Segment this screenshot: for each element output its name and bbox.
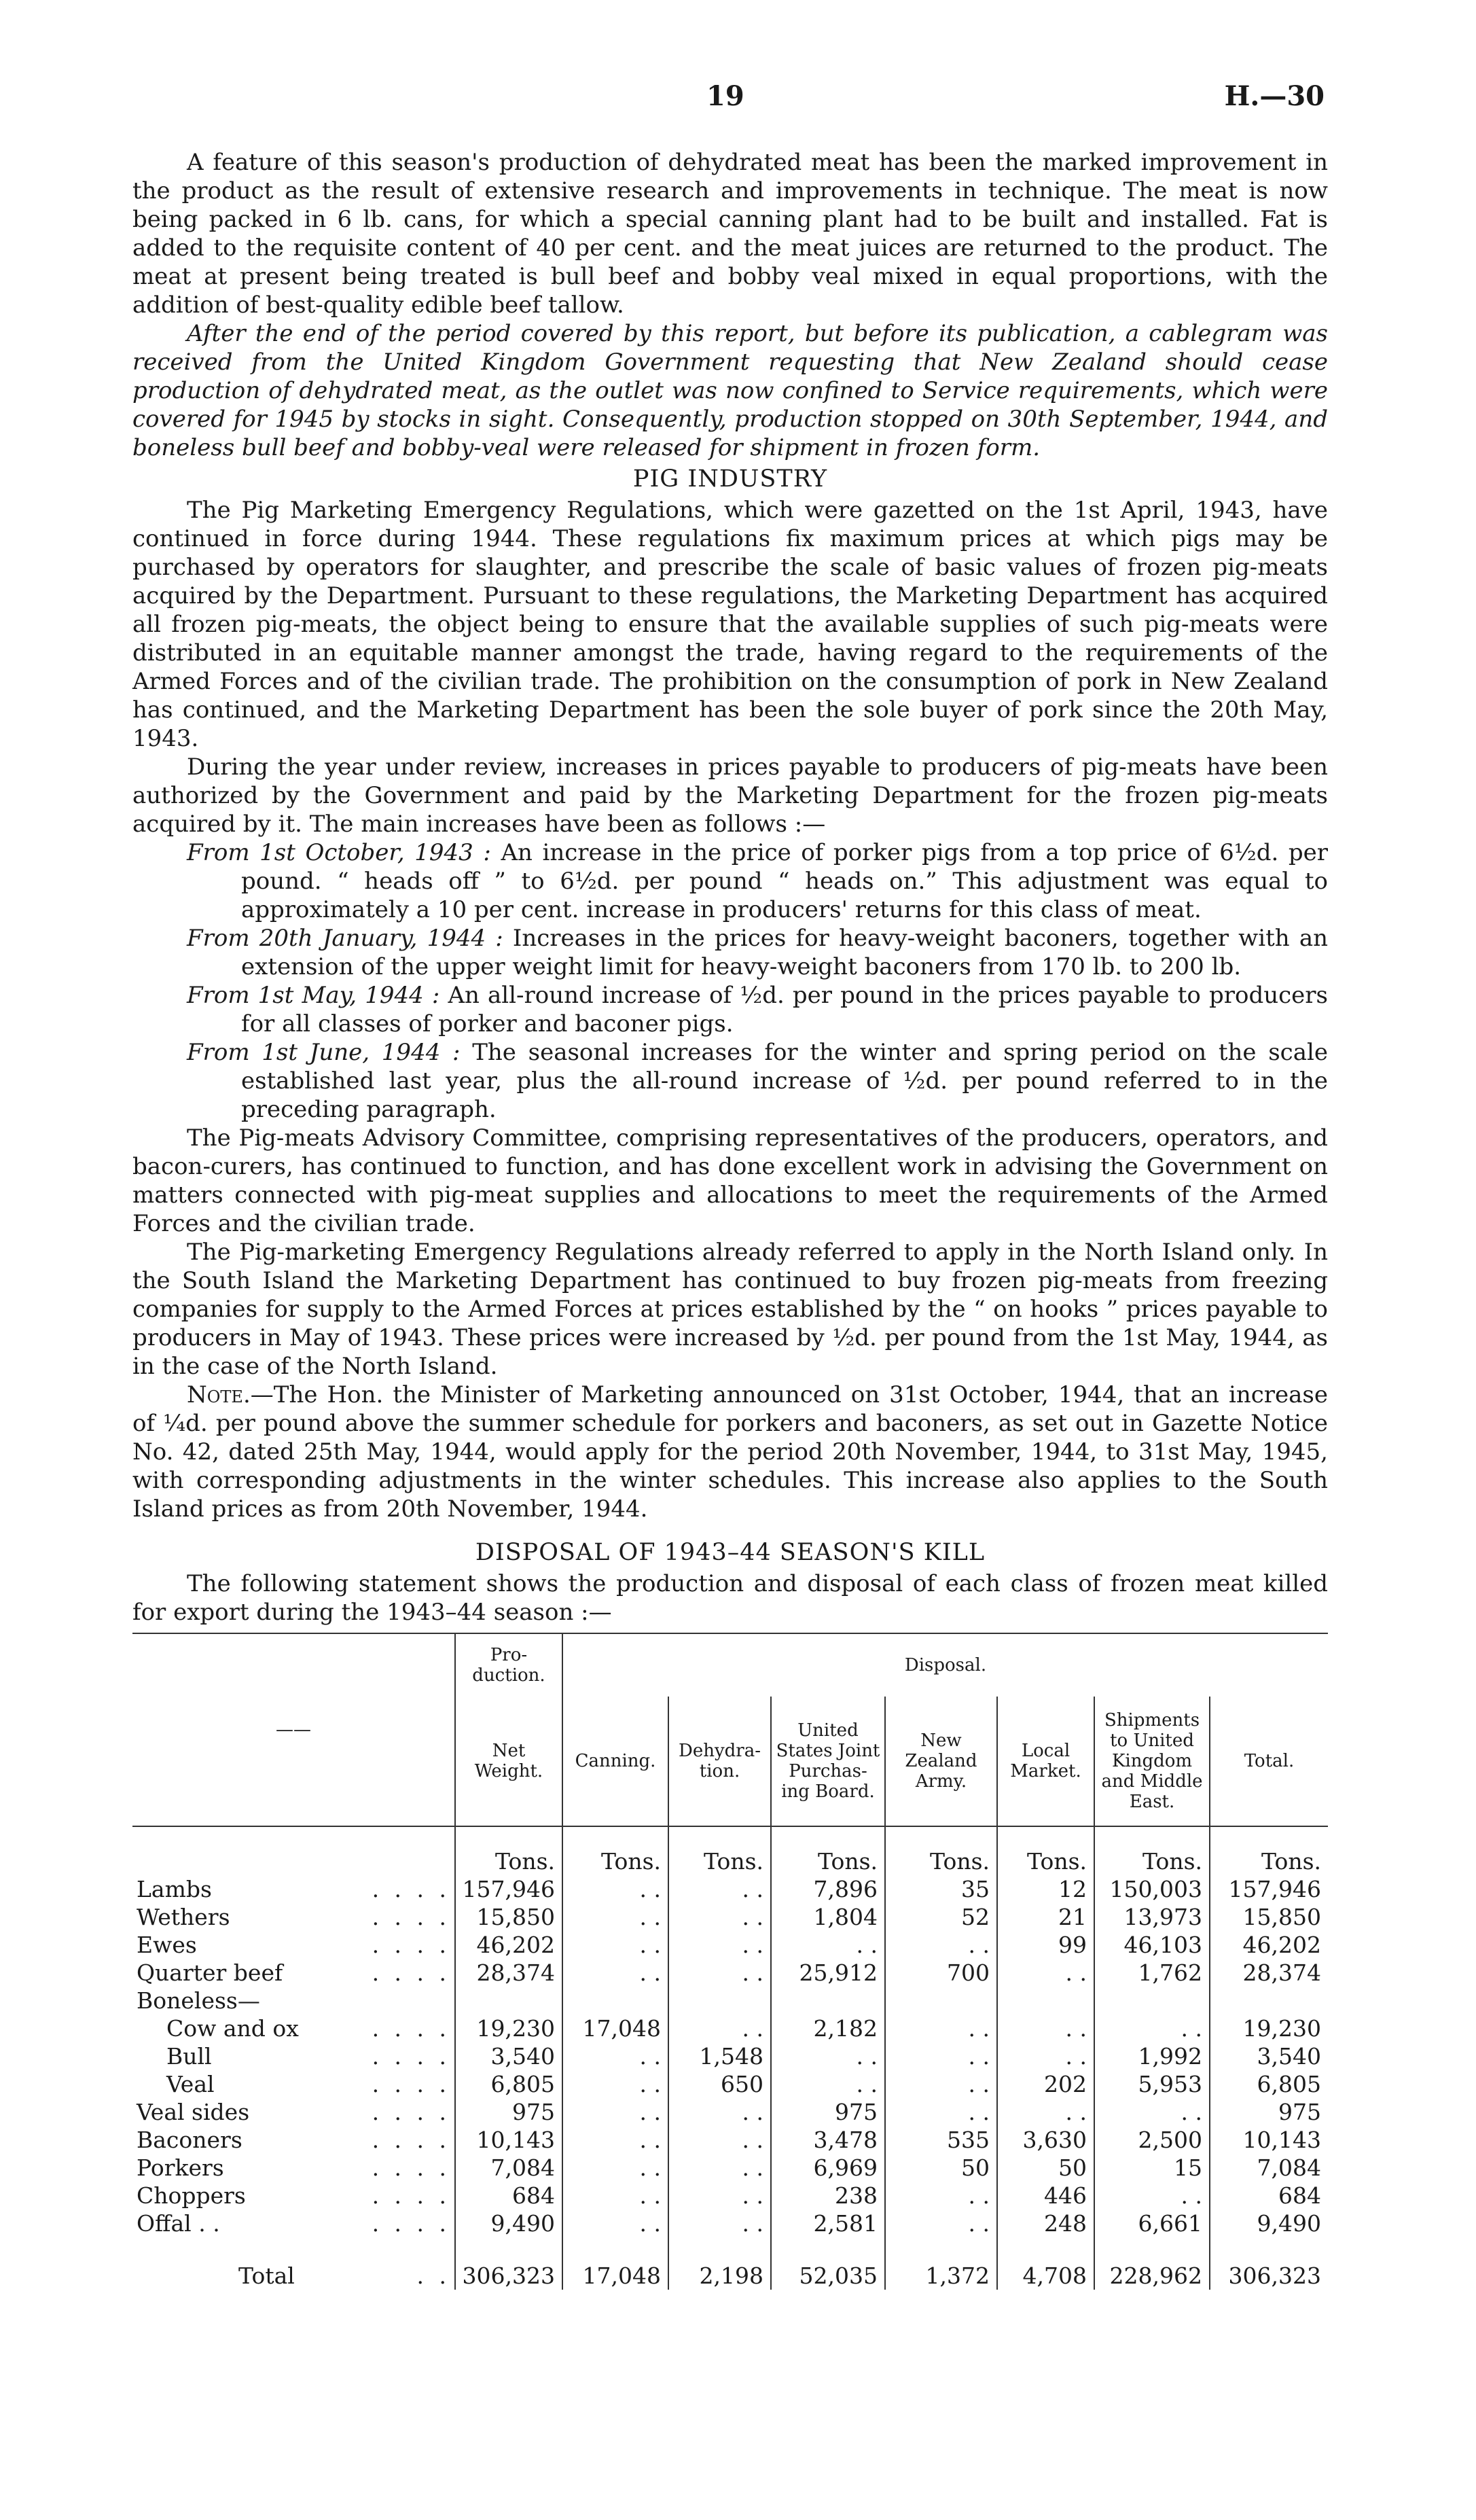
row-label-cell xyxy=(132,1903,455,1931)
row-label: Lambs xyxy=(137,1876,212,1902)
table-cell: . . xyxy=(562,2070,668,2098)
paragraph-note xyxy=(132,1381,1328,1523)
table-cell: 157,946 xyxy=(455,1875,562,1903)
table-row xyxy=(132,2126,1328,2154)
table-cell: . . xyxy=(668,2154,771,2182)
table-cell xyxy=(885,1987,997,2015)
units-stub xyxy=(132,1826,455,1875)
table-cell: . . xyxy=(885,2015,997,2042)
table-body xyxy=(132,1875,1328,2237)
table-cell: 3,540 xyxy=(455,2042,562,2070)
table-cell: . . xyxy=(668,1931,771,1959)
total-cell: 17,048 xyxy=(562,2237,668,2290)
row-label-cell xyxy=(132,1987,455,2015)
table-cell: . . xyxy=(885,2182,997,2210)
paragraph-cablegram: After the end of the period covered by this report, but before its publication, a cablegram was received from the United Kingdom Government requesting that New Zealand should cease production of dehydrated meat, as the outlet was now confined to Service requirements, which were covered for 1945 by stocks in sight. Consequently, production stopped on 30th September, 1944, and boneless bull beef and bobby-veal were released for shipment in frozen form. xyxy=(132,320,1328,461)
table-cell: . . xyxy=(1094,2098,1210,2126)
total-cell: 306,323 xyxy=(455,2237,562,2290)
table-cell xyxy=(668,1987,771,2015)
table-cell: 2,581 xyxy=(771,2210,885,2237)
column-header: Shipments to United Kingdom and Middle East. xyxy=(1094,1697,1210,1826)
table-cell: 15,850 xyxy=(1210,1903,1328,1931)
table-cell: 975 xyxy=(1210,2098,1328,2126)
paragraph-disposal-intro: The following statement shows the production and disposal of each class of frozen meat killed for export during the 1943–44 season :— xyxy=(132,1570,1328,1626)
row-label: Veal sides xyxy=(137,2099,250,2125)
table-cell: 5,953 xyxy=(1094,2070,1210,2098)
price-increase-item xyxy=(132,981,1328,1038)
table-cell: . . xyxy=(562,2126,668,2154)
column-header: Total. xyxy=(1210,1697,1328,1826)
table-cell: 157,946 xyxy=(1210,1875,1328,1903)
price-increase-item xyxy=(132,1038,1328,1124)
table-cell: 2,182 xyxy=(771,2015,885,2042)
item-date: From 1st October, 1943 : xyxy=(187,839,491,866)
row-label-cell xyxy=(132,2070,455,2098)
column-header: Local Market. xyxy=(997,1697,1094,1826)
table-cell: 46,103 xyxy=(1094,1931,1210,1959)
table-cell: 150,003 xyxy=(1094,1875,1210,1903)
table-row xyxy=(132,1875,1328,1903)
column-header: United States Joint Purchas-ing Board. xyxy=(771,1697,885,1826)
table-cell: . . xyxy=(997,1959,1094,1987)
table-cell: 6,969 xyxy=(771,2154,885,2182)
table-row xyxy=(132,2154,1328,2182)
table-cell: 13,973 xyxy=(1094,1903,1210,1931)
note-text: —The Hon. the Minister of Marketing announced on 31st October, 1944, that an increase of ¼d. per pound above the summer schedule for porkers and baconers, as set out in Gazette Notice No. 42, dated 25th May, 1944, would apply for the period 20th November, 1944, to 31st May, 1945, with corresponding adjustments in the winter schedules. This increase also applies to the South Island prices as from 20th November, 1944. xyxy=(132,1381,1328,1523)
row-label: Cow and ox xyxy=(166,2015,299,2042)
table-cell: 535 xyxy=(885,2126,997,2154)
item-date: From 20th January, 1944 : xyxy=(187,925,503,952)
leader-dots: . . . . xyxy=(372,2043,450,2070)
leader-dots: . . . . xyxy=(372,1932,450,1958)
table-row xyxy=(132,2070,1328,2098)
table-cell: . . xyxy=(885,2098,997,2126)
total-cell: 4,708 xyxy=(997,2237,1094,2290)
table-cell: . . xyxy=(997,2098,1094,2126)
paragraph-price-increases: During the year under review, increases in prices payable to producers of pig-meats have been authorized by the Government and paid by the Marketing Department for the frozen pig-meats acquired by it. The main increases have been as follows :— xyxy=(132,753,1328,838)
table-cell xyxy=(997,1987,1094,2015)
table-row xyxy=(132,1987,1328,2015)
table-cell: 99 xyxy=(997,1931,1094,1959)
table-cell: 9,490 xyxy=(455,2210,562,2237)
row-label-cell xyxy=(132,2126,455,2154)
stub-header: —— xyxy=(276,1720,311,1740)
unit-label: Tons. xyxy=(668,1826,771,1875)
table-row xyxy=(132,2015,1328,2042)
total-cell: 2,198 xyxy=(668,2237,771,2290)
unit-label: Tons. xyxy=(1210,1826,1328,1875)
table-cell: 35 xyxy=(885,1875,997,1903)
paragraph-pig-regulations: The Pig Marketing Emergency Regulations, which were gazetted on the 1st April, 1943, have continued in force during 1944. These regulations fix maximum prices at which pigs may be purchased by operators for slaughter, and prescribe the scale of basic values of frozen pig-meats acquired by the Department. Pursuant to these regulations, the Marketing Department has acquired all frozen pig-meats, the object being to ensure that the available supplies of such pig-meats were distributed in an equitable manner amongst the trade, having regard to the requirements of the Armed Forces and of the civilian trade. The prohibition on the consumption of pork in New Zealand has continued, and the Marketing Department has been the sole buyer of pork since the 20th May, 1943. xyxy=(132,497,1328,752)
table-cell: 19,230 xyxy=(455,2015,562,2042)
leader-dots: . . xyxy=(416,2262,450,2289)
row-label-cell xyxy=(132,1875,455,1903)
table-cell: 15,850 xyxy=(455,1903,562,1931)
leader-dots: . . . . xyxy=(372,1904,450,1930)
total-label-cell xyxy=(132,2237,455,2290)
table-cell: 248 xyxy=(997,2210,1094,2237)
page-number: 19 xyxy=(706,80,744,112)
note-label: Note. xyxy=(187,1381,251,1408)
table-cell: 700 xyxy=(885,1959,997,1987)
table-cell: . . xyxy=(668,2098,771,2126)
leader-dots: . . . . xyxy=(372,2099,450,2125)
table-cell xyxy=(1094,1987,1210,2015)
unit-label: Tons. xyxy=(1094,1826,1210,1875)
table-cell: 975 xyxy=(771,2098,885,2126)
table-cell: 446 xyxy=(997,2182,1094,2210)
table-cell: 9,490 xyxy=(1210,2210,1328,2237)
total-cell: 1,372 xyxy=(885,2237,997,2290)
table-cell: 7,084 xyxy=(1210,2154,1328,2182)
total-cell: 52,035 xyxy=(771,2237,885,2290)
row-label: Boneless— xyxy=(137,1987,260,2014)
unit-label: Tons. xyxy=(455,1826,562,1875)
table-total-row xyxy=(132,2237,1328,2290)
table-cell: 238 xyxy=(771,2182,885,2210)
table-cell: . . xyxy=(562,2098,668,2126)
table-cell: 46,202 xyxy=(455,1931,562,1959)
table-cell: . . xyxy=(562,2182,668,2210)
document-reference: H.—30 xyxy=(1224,80,1325,112)
leader-dots: . . . . xyxy=(372,2127,450,2153)
row-label: Choppers xyxy=(137,2182,246,2209)
leader-dots: . . . . xyxy=(372,2210,450,2237)
row-label-cell xyxy=(132,2042,455,2070)
table-cell: . . xyxy=(997,2042,1094,2070)
total-cell: 306,323 xyxy=(1210,2237,1328,2290)
table-row xyxy=(132,1931,1328,1959)
table-cell: . . xyxy=(562,2154,668,2182)
row-label-cell xyxy=(132,1959,455,1987)
table-cell: 6,661 xyxy=(1094,2210,1210,2237)
table-cell: 21 xyxy=(997,1903,1094,1931)
table-cell: 1,762 xyxy=(1094,1959,1210,1987)
table-cell: 12 xyxy=(997,1875,1094,1903)
table-cell: 7,896 xyxy=(771,1875,885,1903)
row-label-cell xyxy=(132,2015,455,2042)
table-cell: . . xyxy=(668,1959,771,1987)
table-cell: . . xyxy=(668,1875,771,1903)
group-header-disposal: Disposal. xyxy=(562,1633,1328,1697)
table-cell: 6,805 xyxy=(1210,2070,1328,2098)
table-cell: . . xyxy=(771,1931,885,1959)
row-label: Bull xyxy=(166,2043,212,2070)
item-text: The seasonal increases for the winter and spring period on the scale established last year, plus the all-round increase of ½d. per pound referred to in the preceding paragraph. xyxy=(241,1039,1328,1123)
item-text: Increases in the prices for heavy-weight baconers, together with an extension of the upper weight limit for heavy-weight baconers from 170 lb. to 200 lb. xyxy=(241,925,1329,980)
column-header: Dehydra-tion. xyxy=(668,1697,771,1826)
column-header: Canning. xyxy=(562,1697,668,1826)
table-row xyxy=(132,2182,1328,2210)
table-cell: . . xyxy=(668,2015,771,2042)
table-cell: 7,084 xyxy=(455,2154,562,2182)
table-cell: . . xyxy=(562,2210,668,2237)
unit-label: Tons. xyxy=(885,1826,997,1875)
table-cell: . . xyxy=(668,2210,771,2237)
item-text: An all-round increase of ½d. per pound in the prices payable to producers for all classes of porker and baconer pigs. xyxy=(241,982,1328,1037)
table-cell: 25,912 xyxy=(771,1959,885,1987)
table-cell: 1,992 xyxy=(1094,2042,1210,2070)
row-label: Baconers xyxy=(137,2127,242,2153)
table-cell: . . xyxy=(885,2042,997,2070)
paragraph-advisory-committee: The Pig-meats Advisory Committee, comprising representatives of the producers, operators, and bacon-curers, has continued to function, and has done excellent work in advising the Government on matters connected with pig-meat supplies and allocations to meet the requirements of the Armed Forces and the civilian trade. xyxy=(132,1124,1328,1237)
table-cell: 10,143 xyxy=(1210,2126,1328,2154)
table-cell: . . xyxy=(1094,2182,1210,2210)
leader-dots: . . . . xyxy=(372,1876,450,1902)
price-increase-item xyxy=(132,924,1328,981)
table-cell: 1,804 xyxy=(771,1903,885,1931)
paragraph-south-island: The Pig-marketing Emergency Regulations already referred to apply in the North Island only. In the South Island the Marketing Department has continued to buy frozen pig-meats from freezing companies for supply to the Armed Forces at prices established by the “ on hooks ” prices payable to producers in May of 1943. These prices were increased by ½d. per pound from the 1st May, 1944, as in the case of the North Island. xyxy=(132,1239,1328,1380)
table-row xyxy=(132,1903,1328,1931)
unit-label: Tons. xyxy=(997,1826,1094,1875)
table-cell: . . xyxy=(668,2182,771,2210)
row-label: Offal . . xyxy=(137,2210,220,2237)
table-group-header-row xyxy=(132,1633,1328,1697)
table-cell: 10,143 xyxy=(455,2126,562,2154)
paragraph-dehydrated-meat: A feature of this season's production of dehydrated meat has been the marked improvement in the product as the result of extensive research and improvements in technique. The meat is now being packed in 6 lb. cans, for which a special canning plant had to be built and installed. Fat is added to the requisite content of 40 per cent. and the meat juices are returned to the product. The meat at present being treated is bull beef and bobby veal mixed in equal proportions, with the addition of best-quality edible beef tallow. xyxy=(132,149,1328,319)
table-cell: 52 xyxy=(885,1903,997,1931)
table-cell: . . xyxy=(885,1931,997,1959)
table-cell: 6,805 xyxy=(455,2070,562,2098)
disposal-table-wrapper xyxy=(132,1633,1328,2290)
leader-dots: . . . . xyxy=(372,2154,450,2181)
table-row xyxy=(132,2210,1328,2237)
table-cell: 202 xyxy=(997,2070,1094,2098)
table-cell: 28,374 xyxy=(1210,1959,1328,1987)
row-label: Wethers xyxy=(137,1904,230,1930)
table-cell: 975 xyxy=(455,2098,562,2126)
item-date: From 1st June, 1944 : xyxy=(187,1039,461,1066)
table-cell: 46,202 xyxy=(1210,1931,1328,1959)
units-row xyxy=(132,1826,1328,1875)
table-cell: 1,548 xyxy=(668,2042,771,2070)
table-cell: 684 xyxy=(455,2182,562,2210)
column-header: New Zealand Army. xyxy=(885,1697,997,1826)
table-cell: . . xyxy=(562,2042,668,2070)
table-cell: . . xyxy=(562,1931,668,1959)
page-header xyxy=(129,80,1325,121)
table-cell: 19,230 xyxy=(1210,2015,1328,2042)
table-cell: . . xyxy=(885,2210,997,2237)
table-cell: 684 xyxy=(1210,2182,1328,2210)
table-cell: . . xyxy=(562,1875,668,1903)
row-label-cell xyxy=(132,2154,455,2182)
table-row xyxy=(132,2042,1328,2070)
row-label-cell xyxy=(132,1931,455,1959)
table-cell xyxy=(562,1987,668,2015)
table-row xyxy=(132,2098,1328,2126)
table-cell: 17,048 xyxy=(562,2015,668,2042)
table-cell: 3,478 xyxy=(771,2126,885,2154)
row-label: Ewes xyxy=(137,1932,197,1958)
price-increase-item xyxy=(132,838,1328,924)
table-cell: 3,630 xyxy=(997,2126,1094,2154)
table-cell: 15 xyxy=(1094,2154,1210,2182)
table-cell: 650 xyxy=(668,2070,771,2098)
leader-dots: . . . . xyxy=(372,2182,450,2209)
row-label-cell xyxy=(132,2182,455,2210)
section-heading-pig-industry: PIG INDUSTRY xyxy=(632,465,828,493)
unit-label: Tons. xyxy=(771,1826,885,1875)
table-row xyxy=(132,1959,1328,1987)
table-cell: . . xyxy=(997,2015,1094,2042)
table-cell: 2,500 xyxy=(1094,2126,1210,2154)
table-cell xyxy=(771,1987,885,2015)
body-text xyxy=(132,148,1328,1627)
section-heading-disposal: DISPOSAL OF 1943–44 SEASON'S KILL xyxy=(475,1539,986,1566)
disposal-table xyxy=(132,1633,1328,2290)
table-cell: . . xyxy=(1094,2015,1210,2042)
table-cell: 50 xyxy=(885,2154,997,2182)
row-label: Porkers xyxy=(137,2154,224,2181)
table-cell: . . xyxy=(668,2126,771,2154)
row-label-cell xyxy=(132,2098,455,2126)
total-cell: 228,962 xyxy=(1094,2237,1210,2290)
table-cell: . . xyxy=(885,2070,997,2098)
item-date: From 1st May, 1944 : xyxy=(187,982,440,1009)
row-label: Quarter beef xyxy=(137,1959,283,1986)
table-cell: 28,374 xyxy=(455,1959,562,1987)
table-cell: 50 xyxy=(997,2154,1094,2182)
row-label: Veal xyxy=(166,2071,215,2097)
total-label: Total xyxy=(238,2262,295,2289)
table-cell xyxy=(455,1987,562,2015)
leader-dots: . . . . xyxy=(372,1959,450,1986)
leader-dots: . . . . xyxy=(372,2015,450,2042)
table-cell: . . xyxy=(668,1903,771,1931)
table-cell: . . xyxy=(771,2042,885,2070)
row-label-cell xyxy=(132,2210,455,2237)
table-cell: . . xyxy=(562,1903,668,1931)
column-header: Net Weight. xyxy=(455,1697,562,1826)
table-cell: . . xyxy=(771,2070,885,2098)
item-text: An increase in the price of porker pigs from a top price of 6½d. per pound. “ heads off ” to 6½d. per pound “ heads on.” This adjustment was equal to approximately a 10 per cent. increase in producers' returns for this class of meat. xyxy=(241,839,1328,923)
unit-label: Tons. xyxy=(562,1826,668,1875)
table-cell: 3,540 xyxy=(1210,2042,1328,2070)
table-cell xyxy=(1210,1987,1328,2015)
table-cell: . . xyxy=(562,1959,668,1987)
group-header-production: Pro-duction. xyxy=(455,1633,562,1697)
leader-dots: . . . . xyxy=(372,2071,450,2097)
